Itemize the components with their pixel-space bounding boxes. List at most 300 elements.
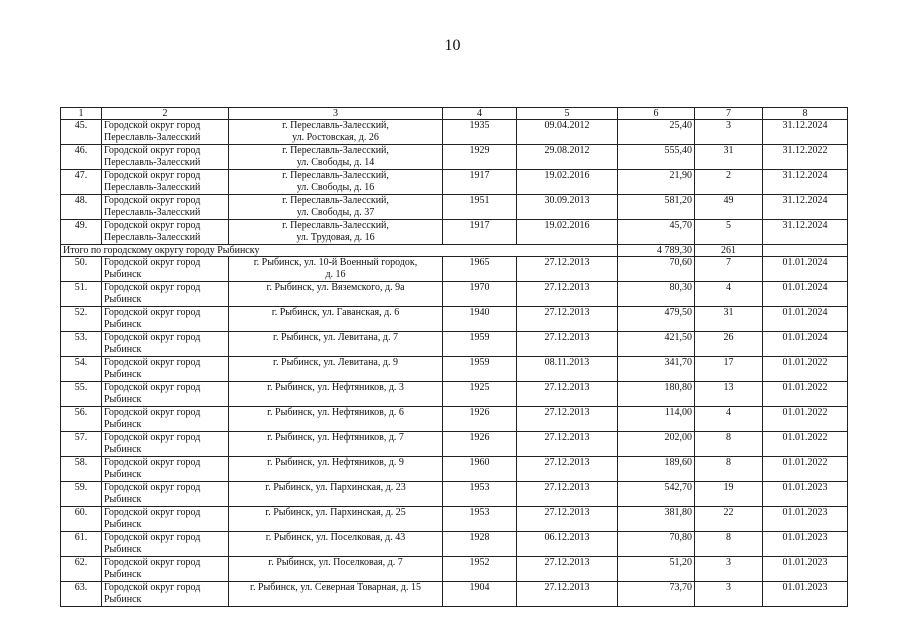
address-cell [229,382,443,407]
date-cell-text: 27.12.2013 [544,582,590,593]
municipality-cell [102,357,229,382]
year-cell-text: 1953 [469,482,490,493]
municipality-cell-text: Городской округ город [104,557,201,568]
address-cell-text: г. Переславль-Залесский, [282,170,389,181]
page-number: 10 [444,37,461,54]
date-cell [517,120,618,145]
row-number [61,382,102,407]
municipality-cell-text: Рыбинск [104,269,142,280]
table-row [61,532,848,557]
deadline-cell-text: 01.01.2024 [782,307,828,318]
deadline-cell-text: 01.01.2023 [782,482,828,493]
municipality-cell [102,432,229,457]
deadline-cell [763,120,848,145]
municipality-cell [102,582,229,607]
subtotal-area [618,245,695,257]
deadline-cell-text: 01.01.2023 [782,507,828,518]
area-cell [618,357,695,382]
address-cell [229,307,443,332]
address-cell [229,170,443,195]
deadline-cell [763,482,848,507]
count-cell-text: 49 [723,195,734,206]
area-cell-text: 555,40 [664,145,692,156]
year-cell-text: 1940 [469,307,490,318]
deadline-cell [763,382,848,407]
count-cell [695,557,763,582]
area-cell [618,507,695,532]
year-cell-text: 1904 [469,582,490,593]
area-cell [618,120,695,145]
row-number-text: 55. [74,382,88,393]
date-cell-text: 06.12.2013 [544,532,590,543]
year-cell [443,457,517,482]
area-cell-text: 421,50 [664,332,692,343]
area-cell [618,282,695,307]
date-cell [517,357,618,382]
municipality-cell [102,195,229,220]
table-row [61,170,848,195]
count-cell [695,432,763,457]
table-row [61,557,848,582]
area-cell [618,332,695,357]
count-cell [695,407,763,432]
deadline-cell [763,507,848,532]
deadline-cell [763,257,848,282]
address-cell-text: г. Рыбинск, ул. Гаванская, д. 6 [271,307,400,318]
address-cell-text: г. Переславль-Залесский, [282,220,389,231]
count-cell [695,145,763,170]
municipality-cell-text: Городской округ город [104,582,201,593]
area-cell [618,457,695,482]
address-cell-text: д. 16 [325,269,346,280]
deadline-cell-text: 31.12.2024 [782,170,828,181]
row-number [61,407,102,432]
row-number [61,220,102,245]
header-cell: 2 [102,108,229,120]
date-cell [517,407,618,432]
row-number [61,507,102,532]
count-cell [695,220,763,245]
area-cell [618,407,695,432]
subtotal-label-text: Итого по городскому округу городу Рыбинску [63,245,260,256]
address-cell [229,507,443,532]
area-cell [618,257,695,282]
count-cell [695,120,763,145]
year-cell [443,307,517,332]
date-cell-text: 27.12.2013 [544,457,590,468]
area-cell [618,220,695,245]
deadline-cell [763,457,848,482]
count-cell-text: 7 [726,257,731,268]
count-cell [695,282,763,307]
table-row [61,282,848,307]
municipality-cell [102,407,229,432]
municipality-cell [102,507,229,532]
row-number-text: 62. [74,557,88,568]
count-cell [695,532,763,557]
area-cell-text: 70,80 [669,532,692,543]
count-cell [695,357,763,382]
count-cell-text: 4 [726,282,731,293]
deadline-cell [763,145,848,170]
municipality-cell-text: Городской округ город [104,507,201,518]
deadline-cell-text: 01.01.2024 [782,257,828,268]
date-cell-text: 08.11.2013 [544,357,590,368]
row-number-text: 49. [74,220,88,231]
header-cell: 8 [763,108,848,120]
date-cell-text: 09.04.2012 [544,120,590,131]
municipality-cell-text: Переславль-Залесский [104,182,201,193]
municipality-cell-text: Переславль-Залесский [104,157,201,168]
address-cell [229,220,443,245]
address-cell-text: г. Переславль-Залесский, [282,120,389,131]
count-cell-text: 4 [726,407,731,418]
address-cell [229,557,443,582]
municipality-cell-text: Рыбинск [104,544,142,555]
municipality-cell-text: Городской округ город [104,357,201,368]
year-cell-text: 1926 [469,432,490,443]
date-cell-text: 27.12.2013 [544,257,590,268]
count-cell [695,195,763,220]
address-cell-text: г. Рыбинск, ул. Левитана, д. 9 [273,357,398,368]
deadline-cell [763,220,848,245]
area-cell-text: 25,40 [669,120,692,131]
count-cell-text: 31 [723,307,734,318]
row-number-text: 56. [74,407,88,418]
row-number-text: 59. [74,482,88,493]
municipality-cell [102,532,229,557]
deadline-cell-text: 31.12.2024 [782,195,828,206]
date-cell-text: 27.12.2013 [544,282,590,293]
date-cell-text: 27.12.2013 [544,482,590,493]
deadline-cell-text: 01.01.2023 [782,582,828,593]
deadline-cell-text: 01.01.2022 [782,457,828,468]
year-cell [443,407,517,432]
count-cell-text: 8 [726,432,731,443]
row-number [61,457,102,482]
area-cell-text: 45,70 [669,220,692,231]
municipality-cell-text: Рыбинск [104,319,142,330]
subtotal-count-text: 261 [721,245,736,256]
municipality-cell-text: Рыбинск [104,394,142,405]
address-cell [229,582,443,607]
address-cell [229,195,443,220]
subtotal-area-text: 4 789,30 [657,245,692,256]
address-cell-text: г. Переславль-Залесский, [282,145,389,156]
row-number [61,332,102,357]
date-cell [517,145,618,170]
address-cell [229,357,443,382]
table-row [61,482,848,507]
address-cell-text: г. Рыбинск, ул. Пархинская, д. 25 [265,507,406,518]
municipality-cell [102,457,229,482]
deadline-cell [763,170,848,195]
date-cell-text: 30.09.2013 [544,195,590,206]
municipality-cell [102,220,229,245]
deadline-cell [763,582,848,607]
table-row [61,332,848,357]
year-cell [443,282,517,307]
deadline-cell-text: 01.01.2023 [782,557,828,568]
address-cell-text: ул. Ростовская, д. 26 [292,132,379,143]
row-number-text: 51. [74,282,88,293]
municipality-cell-text: Городской округ город [104,170,201,181]
year-cell [443,357,517,382]
deadline-cell-text: 01.01.2022 [782,382,828,393]
header-cell: 7 [695,108,763,120]
address-cell-text: г. Рыбинск, ул. Северная Товарная, д. 15 [250,582,421,593]
table-row [61,582,848,607]
count-cell-text: 3 [726,557,731,568]
area-cell [618,170,695,195]
row-number-text: 57. [74,432,88,443]
subtotal-empty [763,245,848,257]
table-row [61,407,848,432]
date-cell-text: 19.02.2016 [544,170,590,181]
row-number [61,145,102,170]
table-row [61,257,848,282]
area-cell-text: 189,60 [664,457,692,468]
header-cell: 6 [618,108,695,120]
area-cell [618,482,695,507]
year-cell [443,382,517,407]
municipality-cell-text: Переславль-Залесский [104,132,201,143]
deadline-cell [763,195,848,220]
year-cell-text: 1952 [469,557,490,568]
count-cell-text: 17 [723,357,734,368]
row-number [61,582,102,607]
table-row [61,382,848,407]
year-cell [443,220,517,245]
address-cell-text: г. Рыбинск, ул. Вяземского, д. 9а [266,282,405,293]
municipality-cell [102,257,229,282]
table-row [61,357,848,382]
address-cell [229,457,443,482]
year-cell [443,195,517,220]
date-cell [517,482,618,507]
date-cell [517,507,618,532]
date-cell [517,332,618,357]
count-cell-text: 2 [726,170,731,181]
row-number-text: 52. [74,307,88,318]
row-number-text: 50. [74,257,88,268]
deadline-cell-text: 01.01.2024 [782,282,828,293]
address-cell [229,257,443,282]
row-number [61,120,102,145]
area-cell-text: 180,80 [664,382,692,393]
address-cell-text: г. Переславль-Залесский, [282,195,389,206]
year-cell [443,532,517,557]
deadline-cell [763,307,848,332]
deadline-cell-text: 01.01.2024 [782,332,828,343]
count-cell [695,507,763,532]
table-row [61,457,848,482]
subtotal-label [61,245,618,257]
year-cell [443,120,517,145]
area-cell [618,432,695,457]
municipality-cell-text: Городской округ город [104,457,201,468]
year-cell-text: 1960 [469,457,490,468]
row-number-text: 54. [74,357,88,368]
municipality-cell-text: Городской округ город [104,332,201,343]
municipality-cell [102,170,229,195]
address-cell [229,407,443,432]
row-number [61,357,102,382]
deadline-cell [763,332,848,357]
address-cell [229,120,443,145]
deadline-cell [763,532,848,557]
row-number [61,195,102,220]
count-cell [695,307,763,332]
deadline-cell [763,357,848,382]
count-cell-text: 13 [723,382,734,393]
area-cell-text: 80,30 [669,282,692,293]
date-cell [517,307,618,332]
year-cell [443,557,517,582]
deadline-cell-text: 31.12.2022 [782,145,828,156]
municipality-cell [102,307,229,332]
count-cell [695,170,763,195]
deadline-cell-text: 01.01.2023 [782,532,828,543]
municipality-cell [102,557,229,582]
row-number [61,482,102,507]
deadline-cell [763,407,848,432]
date-cell [517,432,618,457]
year-cell [443,257,517,282]
address-cell-text: г. Рыбинск, ул. Нефтяников, д. 3 [267,382,404,393]
count-cell [695,382,763,407]
subtotal-row [61,245,848,257]
count-cell-text: 3 [726,120,731,131]
deadline-cell [763,282,848,307]
count-cell [695,482,763,507]
municipality-cell-text: Рыбинск [104,494,142,505]
municipality-cell-text: Городской округ город [104,407,201,418]
row-number-text: 48. [74,195,88,206]
address-cell-text: ул. Свободы, д. 37 [296,207,375,218]
municipality-cell-text: Городской округ город [104,307,201,318]
column-number-row [61,108,848,120]
date-cell-text: 27.12.2013 [544,507,590,518]
header-cell: 4 [443,108,517,120]
area-cell-text: 381,80 [664,507,692,518]
area-cell-text: 70,60 [669,257,692,268]
address-cell [229,432,443,457]
area-cell [618,195,695,220]
deadline-cell-text: 01.01.2022 [782,357,828,368]
municipality-cell-text: Переславль-Залесский [104,207,201,218]
year-cell [443,582,517,607]
table-row [61,220,848,245]
header-cell: 1 [61,108,102,120]
municipality-cell [102,332,229,357]
address-cell-text: ул. Свободы, д. 14 [296,157,375,168]
area-cell [618,382,695,407]
address-cell-text: г. Рыбинск, ул. Нефтяников, д. 7 [267,432,404,443]
municipality-cell-text: Городской округ город [104,432,201,443]
row-number-text: 58. [74,457,88,468]
date-cell-text: 27.12.2013 [544,332,590,343]
header-cell: 5 [517,108,618,120]
date-cell [517,557,618,582]
address-cell [229,332,443,357]
municipality-cell-text: Рыбинск [104,444,142,455]
municipality-cell-text: Переславль-Залесский [104,232,201,243]
table-row [61,507,848,532]
year-cell-text: 1951 [469,195,490,206]
count-cell [695,457,763,482]
municipality-cell-text: Городской округ город [104,220,201,231]
deadline-cell [763,557,848,582]
year-cell [443,332,517,357]
count-cell [695,257,763,282]
address-cell [229,282,443,307]
municipality-cell [102,282,229,307]
address-cell [229,145,443,170]
date-cell [517,220,618,245]
row-number [61,257,102,282]
municipality-cell-text: Городской округ город [104,145,201,156]
municipality-cell [102,145,229,170]
address-cell-text: г. Рыбинск, ул. Нефтяников, д. 9 [267,457,404,468]
area-cell-text: 341,70 [664,357,692,368]
area-cell [618,145,695,170]
row-number-text: 46. [74,145,88,156]
date-cell-text: 27.12.2013 [544,307,590,318]
table-row [61,195,848,220]
date-cell [517,282,618,307]
address-cell-text: ул. Трудовая, д. 16 [296,232,375,243]
count-cell [695,332,763,357]
municipality-cell-text: Городской округ город [104,120,201,131]
table-row [61,120,848,145]
address-cell-text: г. Рыбинск, ул. Поселковая, д. 43 [265,532,406,543]
year-cell [443,507,517,532]
year-cell [443,145,517,170]
deadline-cell-text: 31.12.2024 [782,220,828,231]
year-cell-text: 1928 [469,532,490,543]
date-cell [517,195,618,220]
year-cell [443,432,517,457]
row-number-text: 63. [74,582,88,593]
date-cell-text: 27.12.2013 [544,557,590,568]
municipality-cell [102,120,229,145]
municipality-cell-text: Рыбинск [104,419,142,430]
deadline-cell [763,432,848,457]
table-row [61,145,848,170]
address-cell [229,482,443,507]
year-cell-text: 1965 [469,257,490,268]
count-cell-text: 26 [723,332,734,343]
row-number-text: 45. [74,120,88,131]
count-cell-text: 8 [726,457,731,468]
municipality-cell-text: Городской округ город [104,532,201,543]
address-cell-text: г. Рыбинск, ул. Левитана, д. 7 [273,332,398,343]
deadline-cell-text: 01.01.2022 [782,432,828,443]
count-cell [695,582,763,607]
municipality-cell-text: Городской округ город [104,282,201,293]
year-cell-text: 1959 [469,332,490,343]
date-cell [517,382,618,407]
date-cell [517,582,618,607]
count-cell-text: 5 [726,220,731,231]
row-number-text: 53. [74,332,88,343]
municipality-cell-text: Рыбинск [104,344,142,355]
area-cell [618,307,695,332]
count-cell-text: 22 [723,507,734,518]
area-cell [618,532,695,557]
address-cell-text: г. Рыбинск, ул. Поселковая, д. 7 [268,557,403,568]
